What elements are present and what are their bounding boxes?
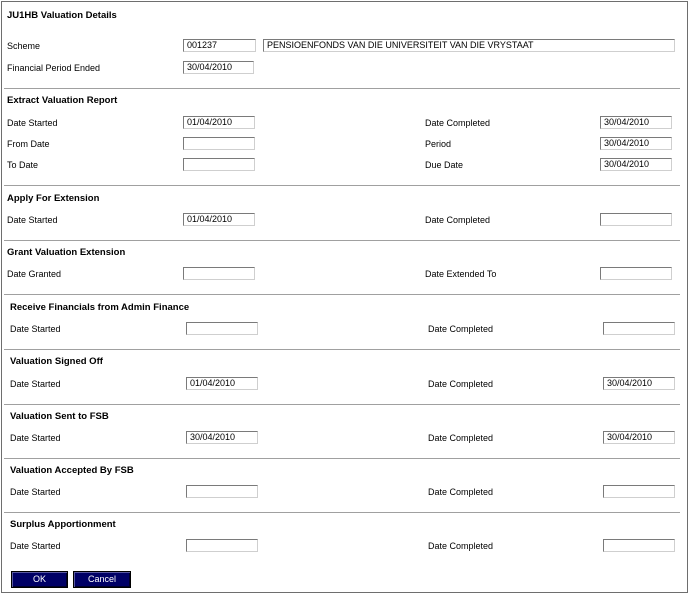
to-date-label: To Date bbox=[7, 160, 39, 170]
receive-date-started-label: Date Started bbox=[10, 324, 61, 334]
extract-date-started-field[interactable]: 01/04/2010 bbox=[183, 116, 255, 129]
scheme-name-field[interactable]: PENSIOENFONDS VAN DIE UNIVERSITEIT VAN DIE VRYSTAAT bbox=[263, 39, 675, 52]
apply-date-started-label: Date Started bbox=[7, 215, 58, 225]
due-date-label: Due Date bbox=[425, 160, 464, 170]
fsb-accepted-section-title: Valuation Accepted By FSB bbox=[10, 465, 134, 476]
valuation-details-form bbox=[1, 1, 688, 593]
date-granted-label: Date Granted bbox=[7, 269, 62, 279]
apply-date-started-field[interactable]: 01/04/2010 bbox=[183, 213, 255, 226]
cancel-button[interactable]: Cancel bbox=[73, 571, 131, 588]
to-date-field[interactable] bbox=[183, 158, 255, 171]
receive-date-started-field[interactable] bbox=[186, 322, 258, 335]
signed-date-started-field[interactable]: 01/04/2010 bbox=[186, 377, 258, 390]
section-divider bbox=[4, 349, 680, 350]
receive-date-completed-label: Date Completed bbox=[428, 324, 494, 334]
fsb-accepted-date-started-field[interactable] bbox=[186, 485, 258, 498]
financial-period-field[interactable]: 30/04/2010 bbox=[183, 61, 254, 74]
fsb-sent-date-completed-field[interactable]: 30/04/2010 bbox=[603, 431, 675, 444]
period-label: Period bbox=[425, 139, 452, 149]
surplus-date-completed-label: Date Completed bbox=[428, 541, 494, 551]
scheme-label: Scheme bbox=[7, 41, 41, 51]
surplus-section-title: Surplus Apportionment bbox=[10, 519, 116, 530]
signed-date-completed-field[interactable]: 30/04/2010 bbox=[603, 377, 675, 390]
fsb-accepted-date-completed-field[interactable] bbox=[603, 485, 675, 498]
period-field[interactable]: 30/04/2010 bbox=[600, 137, 672, 150]
fsb-accepted-date-started-label: Date Started bbox=[10, 487, 61, 497]
fsb-sent-section-title: Valuation Sent to FSB bbox=[10, 411, 109, 422]
extract-date-completed-label: Date Completed bbox=[425, 118, 491, 128]
from-date-label: From Date bbox=[7, 139, 50, 149]
fsb-accepted-date-completed-label: Date Completed bbox=[428, 487, 494, 497]
surplus-date-started-field[interactable] bbox=[186, 539, 258, 552]
page-title: JU1HB Valuation Details bbox=[7, 10, 117, 21]
date-granted-field[interactable] bbox=[183, 267, 255, 280]
from-date-field[interactable] bbox=[183, 137, 255, 150]
apply-section-title: Apply For Extension bbox=[7, 193, 100, 204]
extract-date-started-label: Date Started bbox=[7, 118, 58, 128]
section-divider bbox=[4, 458, 680, 459]
receive-date-completed-field[interactable] bbox=[603, 322, 675, 335]
scheme-code-field[interactable]: 001237 bbox=[183, 39, 256, 52]
section-divider bbox=[4, 88, 680, 89]
section-divider bbox=[4, 185, 680, 186]
extract-date-completed-field[interactable]: 30/04/2010 bbox=[600, 116, 672, 129]
section-divider bbox=[4, 512, 680, 513]
apply-date-completed-field[interactable] bbox=[600, 213, 672, 226]
apply-date-completed-label: Date Completed bbox=[425, 215, 491, 225]
date-extended-label: Date Extended To bbox=[425, 269, 497, 279]
section-divider bbox=[4, 404, 680, 405]
extract-section-title: Extract Valuation Report bbox=[7, 95, 118, 106]
ok-button[interactable]: OK bbox=[11, 571, 68, 588]
surplus-date-completed-field[interactable] bbox=[603, 539, 675, 552]
fsb-sent-date-started-label: Date Started bbox=[10, 433, 61, 443]
due-date-field[interactable]: 30/04/2010 bbox=[600, 158, 672, 171]
surplus-date-started-label: Date Started bbox=[10, 541, 61, 551]
financial-period-label: Financial Period Ended bbox=[7, 63, 101, 73]
date-extended-field[interactable] bbox=[600, 267, 672, 280]
section-divider bbox=[4, 294, 680, 295]
grant-section-title: Grant Valuation Extension bbox=[7, 247, 126, 258]
signed-section-title: Valuation Signed Off bbox=[10, 356, 103, 367]
receive-section-title: Receive Financials from Admin Finance bbox=[10, 302, 190, 313]
fsb-sent-date-started-field[interactable]: 30/04/2010 bbox=[186, 431, 258, 444]
section-divider bbox=[4, 240, 680, 241]
signed-date-completed-label: Date Completed bbox=[428, 379, 494, 389]
signed-date-started-label: Date Started bbox=[10, 379, 61, 389]
fsb-sent-date-completed-label: Date Completed bbox=[428, 433, 494, 443]
